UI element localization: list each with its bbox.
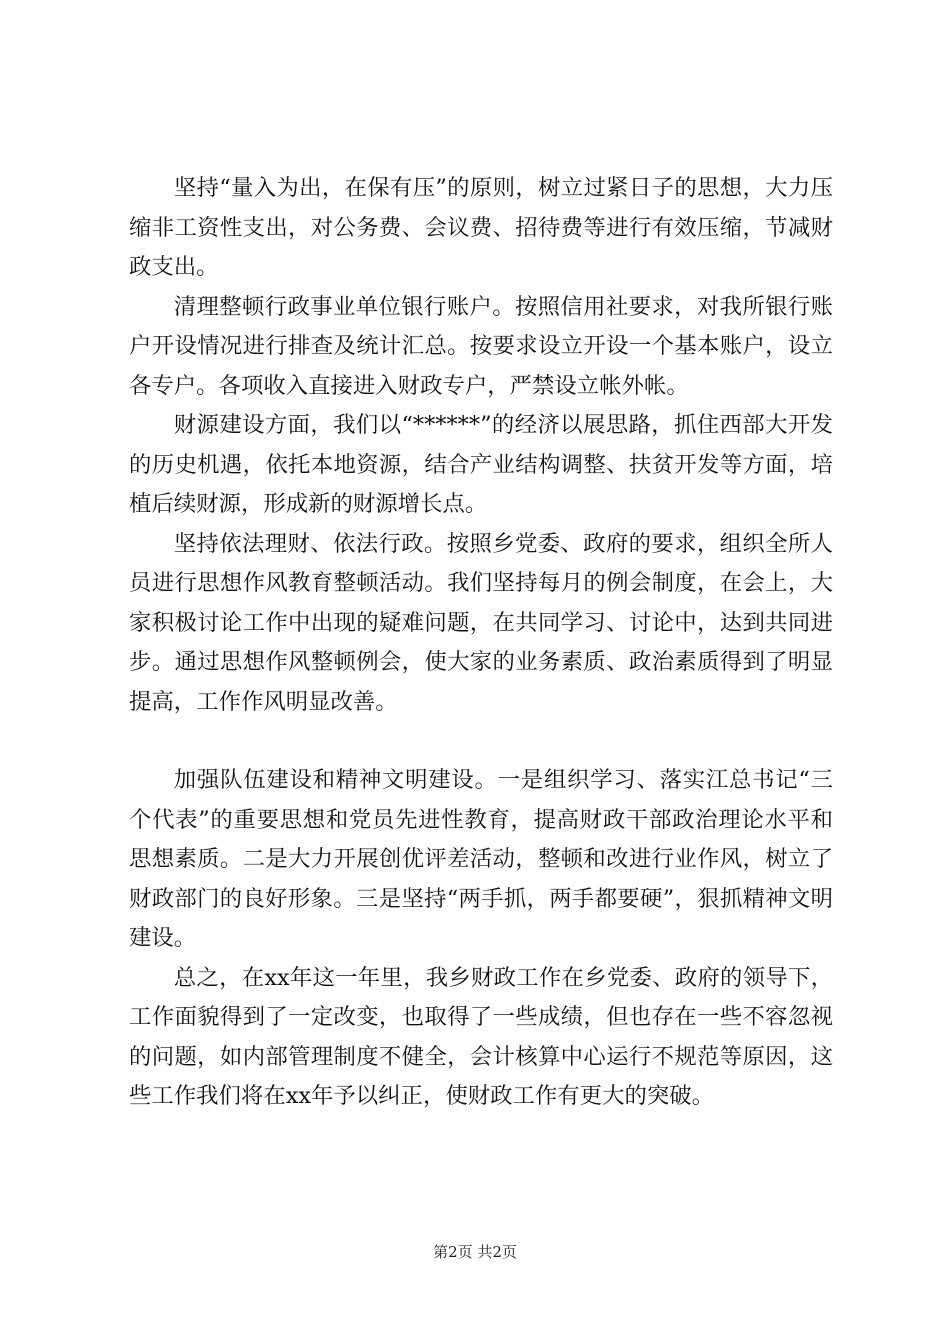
page-footer: 第2页 共2页 <box>433 1243 517 1261</box>
paragraph-team-building: 加强队伍建设和精神文明建设。一是组织学习、落实江总书记“三个代表”的重要思想和党员先进性教育，提高财政干部政治理论水平和思想素质。二是大力开展创优评差活动，整顿和改进行业作风，树立了财政部门的良好形象。三是坚持“两手抓，两手都要硬”，狠抓精神文明建设。 <box>129 767 833 951</box>
paragraph-revenue-building: 财源建设方面，我们以“******”的经济以展思路，抓住西部大开发的历史机遇，依托本地资源，结合产业结构调整、扶贫开发等方面，培植后续财源，形成新的财源增长点。 <box>129 412 833 517</box>
paragraph-bank-accounts: 清理整顿行政事业单位银行账户。按照信用社要求，对我所银行账户开设情况进行排查及统计汇总。按要求设立开设一个基本账户，设立各专户。各项收入直接进入财政专户，严禁设立帐外帐。 <box>129 293 833 399</box>
paragraph-lawful-administration: 坚持依法理财、依法行政。按照乡党委、政府的要求，组织全所人员进行思想作风教育整顿活动。我们坚持每月的例会制度，在会上，大家积极讨论工作中出现的疑难问题，在共同学习、讨论中，达到共同进步。通过思想作风整顿例会，使大家的业务素质、政治素质得到了明显提高，工作作风明显改善。 <box>129 530 833 715</box>
paragraph-summary: 总之，在xx年这一年里，我乡财政工作在乡党委、政府的领导下，工作面貌得到了一定改变，也取得了一些成绩，但也存在一些不容忽视的问题，如内部管理制度不健全，会计核算中心运行不规范等原因，这些工作我们将在xx年予以纠正，使财政工作有更大的突破。 <box>129 964 833 1109</box>
paragraph-fiscal-spending: 坚持“量入为出，在保有压”的原则，树立过紧日子的思想，大力压缩非工资性支出，对公务费、会议费、招待费等进行有效压缩，节减财政支出。 <box>129 175 833 280</box>
document-body <box>129 169 833 1117</box>
